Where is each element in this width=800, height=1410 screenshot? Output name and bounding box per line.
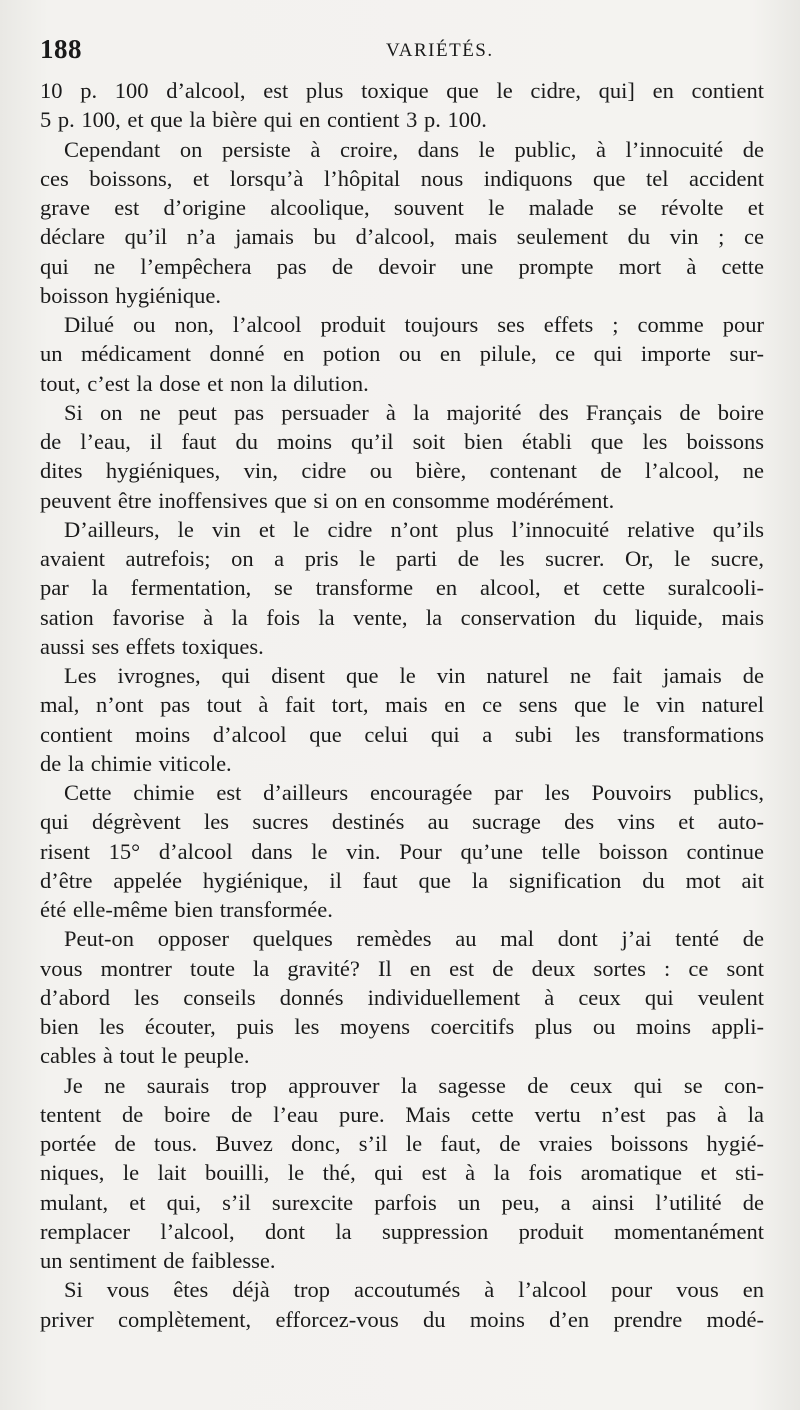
text-line: été elle-même bien transformée.: [40, 897, 333, 922]
text-line: niques, le lait bouilli, le thé, qui est à la fois aromatique et sti-: [40, 1160, 764, 1186]
text-line: 10 p. 100 d’alcool, est plus toxique que le cidre, qui] en contient: [40, 78, 764, 103]
running-title: VARIÉTÉS.: [386, 40, 494, 61]
text-line: un sentiment de faiblesse.: [40, 1248, 276, 1273]
text-line: peuvent être inoffensives que si on en consomme modérément.: [40, 487, 615, 513]
text-line: bien les écouter, puis les moyens coercitifs plus ou moins appli-: [40, 1014, 764, 1039]
text-line: avaient autrefois; on a pris le parti de les sucrer. Or, le sucre,: [40, 546, 764, 571]
text-line: Cependant on persiste à croire, dans le public, à l’innocuité de: [64, 136, 764, 162]
text-line: ces boissons, et lorsqu’à l’hôpital nous indiquons que tel accident: [40, 165, 764, 191]
text-line: D’ailleurs, le vin et le cidre n’ont plus l’innocuité relative qu’ils: [64, 516, 764, 542]
text-line: boisson hygiénique.: [40, 282, 221, 308]
text-line: priver complètement, efforcez-vous du moins d’en prendre modé-: [40, 1306, 764, 1332]
text-line: un médicament donné en potion ou en pilule, ce qui importe sur-: [40, 341, 764, 367]
text-line: contient moins d’alcool que celui qui a subi les transformations: [40, 721, 764, 747]
text-line: dites hygiéniques, vin, cidre ou bière, contenant de l’alcool, ne: [40, 458, 764, 484]
text-line: tentent de boire de l’eau pure. Mais cette vertu n’est pas à la: [40, 1101, 764, 1127]
text-line: sation favorise à la fois la vente, la conservation du liquide, mais: [40, 604, 764, 630]
text-line: d’être appelée hygiénique, il faut que la signification du mot ait: [40, 867, 764, 893]
text-line: Si on ne peut pas persuader à la majorité des Français de boire: [64, 399, 764, 425]
text-line: par la fermentation, se transforme en alcool, et cette suralcooli-: [40, 575, 764, 601]
page-header: [40, 34, 760, 70]
text-line: qui ne l’empêchera pas de devoir une prompte mort à cette: [40, 253, 764, 279]
text-line: 5 p. 100, et que la bière qui en contient 3 p. 100.: [40, 107, 487, 133]
text-line: mal, n’ont pas tout à fait tort, mais en ce sens que le vin naturel: [40, 692, 764, 718]
text-line: Cette chimie est d’ailleurs encouragée par les Pouvoirs publics,: [64, 780, 764, 805]
text-line: déclare qu’il n’a jamais bu d’alcool, mais seulement du vin ; ce: [40, 224, 764, 250]
text-line: portée de tous. Buvez donc, s’il le faut, de vraies boissons hygié-: [40, 1131, 764, 1156]
text-line: aussi ses effets toxiques.: [40, 633, 264, 659]
text-line: tout, c’est la dose et non la dilution.: [40, 370, 369, 396]
page-number: 188: [40, 34, 82, 64]
text-line: vous montrer toute la gravité? Il en est de deux sortes : ce sont: [40, 955, 764, 981]
text-line: cables à tout le peuple.: [40, 1043, 250, 1069]
text-line: de l’eau, il faut du moins qu’il soit bien établi que les boissons: [40, 429, 764, 454]
text-line: Peut-on opposer quelques remèdes au mal dont j’ai tenté de: [64, 926, 764, 952]
text-line: qui dégrèvent les sucres destinés au sucrage des vins et auto-: [40, 809, 764, 835]
text-line: Si vous êtes déjà trop accoutumés à l’alcool pour vous en: [64, 1277, 764, 1303]
text-line: mulant, et qui, s’il surexcite parfois un peu, a ainsi l’utilité de: [40, 1189, 764, 1215]
text-line: grave est d’origine alcoolique, souvent le malade se révolte et: [40, 195, 764, 220]
text-line: d’abord les conseils donnés individuellement à ceux qui veulent: [40, 984, 764, 1010]
text-line: Les ivrognes, qui disent que le vin naturel ne fait jamais de: [64, 663, 764, 688]
text-line: remplacer l’alcool, dont la suppression produit momentanément: [40, 1218, 764, 1244]
text-line: risent 15° d’alcool dans le vin. Pour qu’une telle boisson continue: [40, 838, 764, 864]
text-line: Je ne saurais trop approuver la sagesse de ceux qui se con-: [64, 1072, 764, 1098]
text-line: Dilué ou non, l’alcool produit toujours ses effets ; comme pour: [64, 312, 764, 337]
text-line: de la chimie viticole.: [40, 750, 232, 776]
body-text: [40, 76, 764, 1334]
